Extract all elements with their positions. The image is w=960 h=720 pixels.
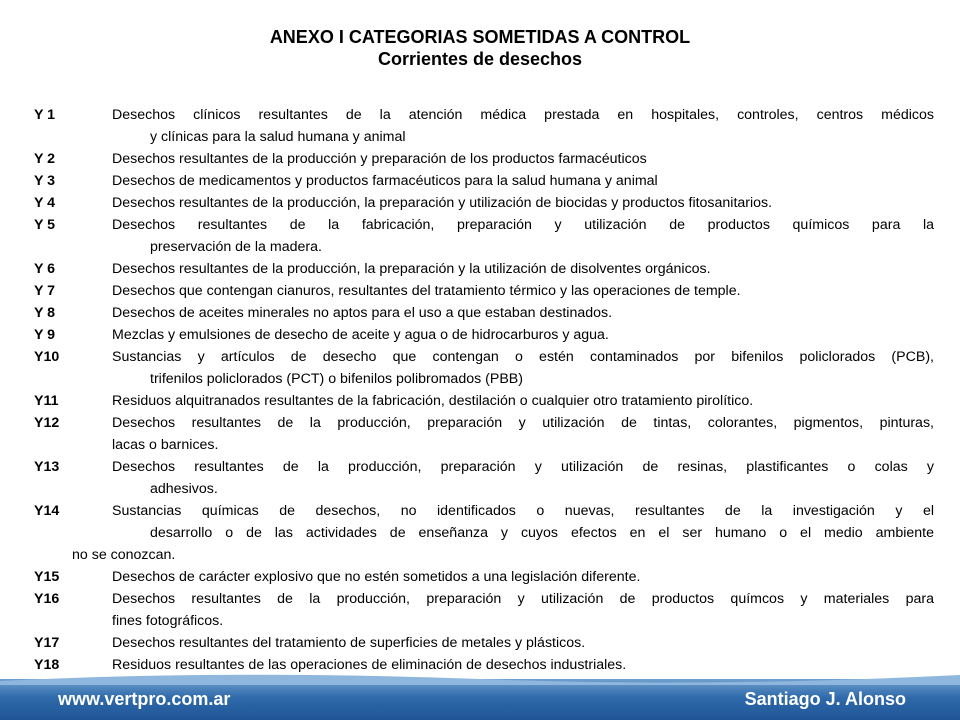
category-item <box>34 258 934 280</box>
category-code: Y17 <box>34 635 60 651</box>
category-code: Y 8 <box>34 305 56 321</box>
category-list <box>34 104 934 676</box>
category-description-line: Desechos que contengan cianuros, resultantes del tratamiento térmico y las operaciones de temple. <box>112 283 741 299</box>
page-subtitle: Corrientes de desechos <box>377 49 583 69</box>
category-description-line: Desechos clínicos resultantes de la atención médica prestada en hospitales, controles, centros médicos <box>112 107 934 123</box>
category-description-line: no se conozcan. <box>72 547 176 563</box>
category-code: Y15 <box>34 569 60 585</box>
category-description-line: fines fotográficos. <box>112 613 224 629</box>
title-block <box>0 26 960 70</box>
category-description-line: trifenilos policlorados (PCT) o bifenilos polibromados (PBB) <box>150 371 523 387</box>
category-description-line: Sustancias y artículos de desecho que contengan o estén contaminados por bifenilos policlorados (PCB), <box>112 349 934 365</box>
category-code: Y 7 <box>34 283 56 299</box>
category-item <box>34 170 934 192</box>
category-code: Y18 <box>34 657 60 673</box>
category-item <box>34 104 934 148</box>
category-code: Y13 <box>34 459 60 475</box>
category-code: Y 9 <box>34 327 56 343</box>
category-item <box>34 346 934 390</box>
category-code: Y11 <box>34 393 59 409</box>
category-description-line: preservación de la madera. <box>150 239 322 255</box>
footer-wave-decoration <box>0 671 960 685</box>
category-description-line: Desechos de carácter explosivo que no estén sometidos a una legislación diferente. <box>112 569 641 585</box>
category-code: Y 3 <box>34 173 56 189</box>
category-code: Y12 <box>34 415 60 431</box>
category-item <box>34 214 934 258</box>
category-code: Y 6 <box>34 261 56 277</box>
category-description-line: Desechos resultantes de la producción, preparación y utilización de tintas, colorantes, pigmentos, pinturas, <box>112 415 934 431</box>
category-item <box>34 302 934 324</box>
category-description-line: Desechos resultantes de la producción, la preparación y la utilización de disolventes orgánicos. <box>112 261 711 277</box>
category-description-line: Mezclas y emulsiones de desecho de aceite y agua o de hidrocarburos y agua. <box>112 327 609 343</box>
category-description-line: Desechos resultantes de la producción, preparación y utilización de productos químcos y materiales para <box>112 591 934 607</box>
category-item <box>34 500 934 566</box>
category-code: Y 4 <box>34 195 56 211</box>
category-item <box>34 588 934 632</box>
category-description-line: Residuos resultantes de las operaciones de eliminación de desechos industriales. <box>112 657 627 673</box>
category-description-line: Desechos de aceites minerales no aptos para el uso a que estaban destinados. <box>112 305 613 321</box>
category-description-line: Desechos resultantes del tratamiento de superficies de metales y plásticos. <box>112 635 586 651</box>
category-description-line: Sustancias químicas de desechos, no identificados o nuevas, resultantes de la investigación y el <box>112 503 934 519</box>
category-item <box>34 148 934 170</box>
category-description-line: lacas o barnices. <box>112 437 219 453</box>
category-item <box>34 632 934 654</box>
category-description-line: Desechos de medicamentos y productos farmacéuticos para la salud humana y animal <box>112 173 658 189</box>
footer-author: Santiago J. Alonso <box>744 689 906 709</box>
category-description-line: Residuos alquitranados resultantes de la fabricación, destilación o cualquier otro tratamiento pirolítico. <box>112 393 754 409</box>
category-description-line: desarrollo o de las actividades de enseñanza y cuyos efectos en el ser humano o el medio ambiente <box>150 525 934 541</box>
category-code: Y 5 <box>34 217 56 233</box>
category-description-line: adhesivos. <box>150 481 218 497</box>
category-description-line: Desechos resultantes de la producción, preparación y utilización de resinas, plastificantes o colas y <box>112 459 934 475</box>
category-code: Y10 <box>34 349 60 365</box>
category-item <box>34 324 934 346</box>
category-item <box>34 390 934 412</box>
footer-bar <box>0 679 960 720</box>
category-item <box>34 280 934 302</box>
category-description-line: Desechos resultantes de la producción y preparación de los productos farmacéuticos <box>112 151 647 167</box>
page-title: ANEXO I CATEGORIAS SOMETIDAS A CONTROL <box>269 27 691 47</box>
category-item <box>34 412 934 456</box>
category-item <box>34 566 934 588</box>
category-item <box>34 192 934 214</box>
footer-website: www.vertpro.com.ar <box>58 689 231 709</box>
category-code: Y 1 <box>34 107 56 123</box>
category-description-line: Desechos resultantes de la producción, la preparación y utilización de biocidas y productos fitosanitarios. <box>112 195 773 211</box>
category-item <box>34 456 934 500</box>
category-description-line: Desechos resultantes de la fabricación, preparación y utilización de productos químicos para la <box>112 217 934 233</box>
category-code: Y 2 <box>34 151 56 167</box>
category-code: Y16 <box>34 591 60 607</box>
category-description-line: y clínicas para la salud humana y animal <box>150 129 406 145</box>
category-code: Y14 <box>34 503 60 519</box>
